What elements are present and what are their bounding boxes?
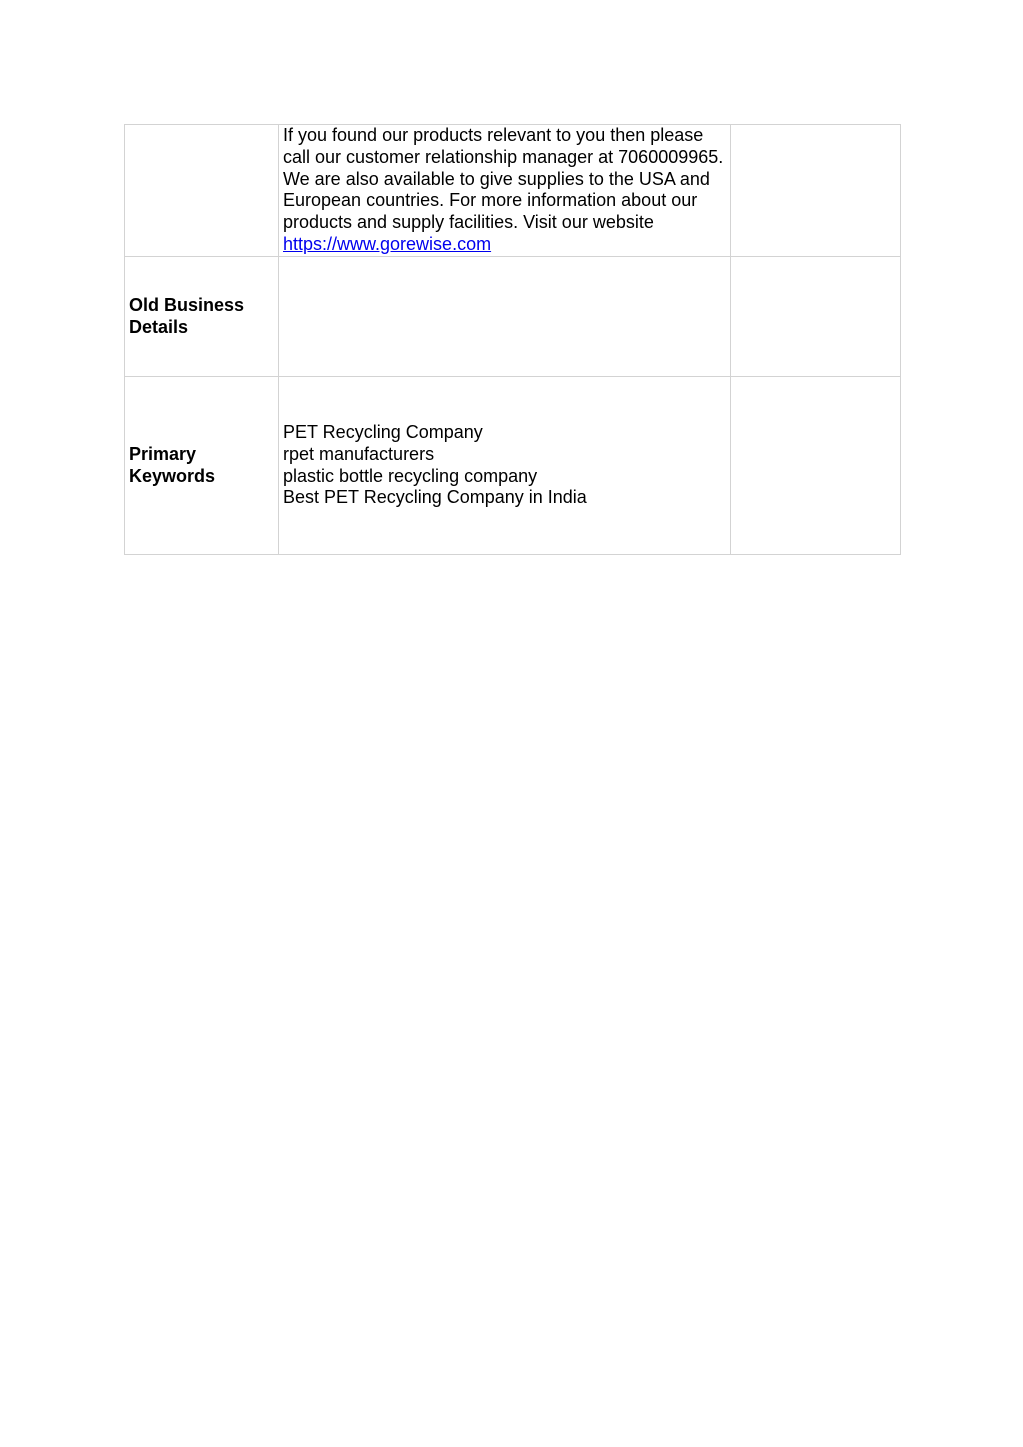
table-row-contact xyxy=(125,125,901,257)
keyword-item: rpet manufacturers xyxy=(283,443,435,464)
contact-description-cell xyxy=(279,125,731,257)
row-extra-cell xyxy=(731,377,901,555)
keyword-item: Best PET Recycling Company in India xyxy=(283,487,587,508)
primary-keywords-label: Primary Keywords xyxy=(125,377,279,555)
table-row-old-business xyxy=(125,257,901,377)
contact-description-text: If you found our products relevant to you then please call our customer relationship manager at 7060009965. We are also available to give supplies to the USA and European countries. For more information about our products and supply facilities. Visit our website xyxy=(283,125,724,233)
old-business-details-cell xyxy=(279,257,731,377)
row-extra-cell xyxy=(731,125,901,257)
website-link[interactable]: https://www.gorewise.com xyxy=(283,233,492,254)
primary-keywords-cell xyxy=(279,377,731,555)
row-label-empty xyxy=(125,125,279,257)
business-details-table xyxy=(124,124,901,555)
old-business-details-label: Old Business Details xyxy=(125,257,279,377)
row-extra-cell xyxy=(731,257,901,377)
table-row-primary-keywords xyxy=(125,377,901,555)
keyword-item: plastic bottle recycling company xyxy=(283,465,538,486)
keyword-item: PET Recycling Company xyxy=(283,421,483,442)
